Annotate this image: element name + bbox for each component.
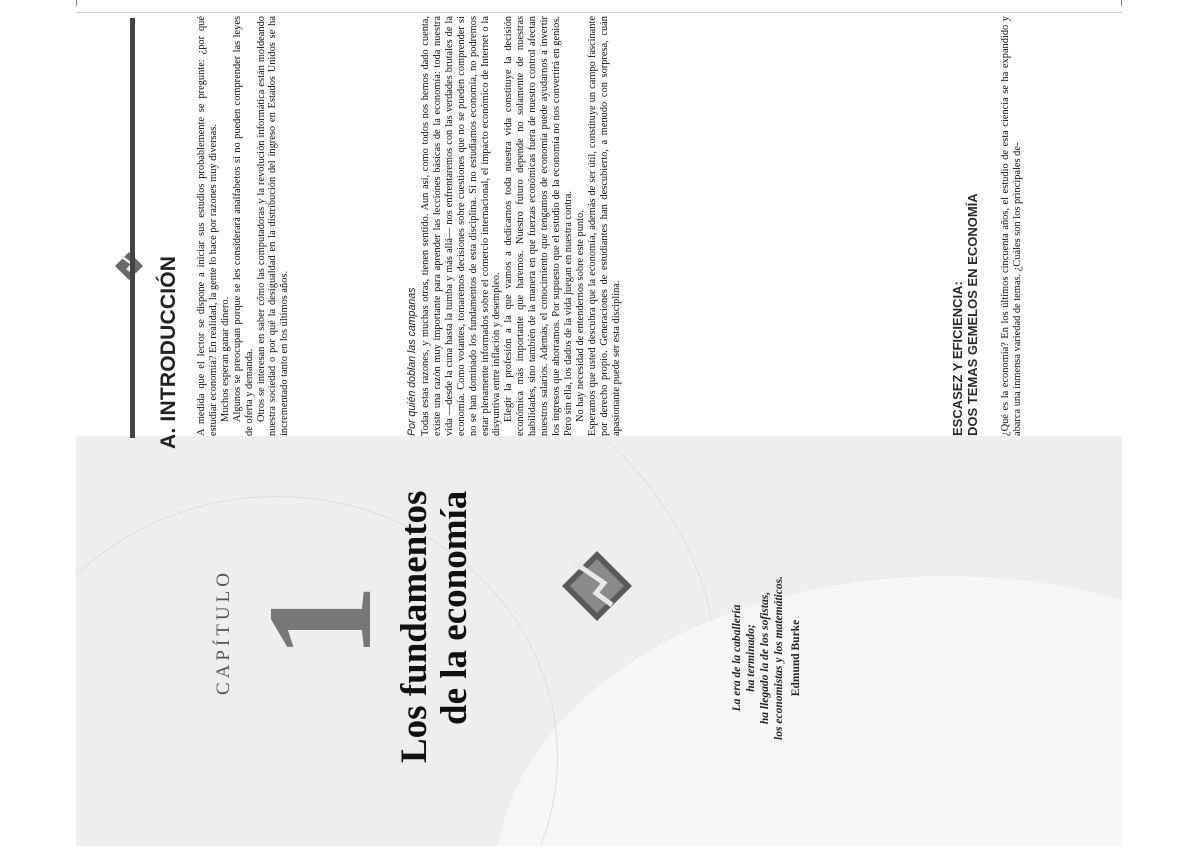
epigraph-line: ha llegado la de los sofistas, — [759, 591, 771, 725]
bells-text — [420, 16, 622, 436]
bells-paragraph: Elegir la profesión a la que vamos a dedicarnos toda nuestra vida constituye la decisión económica más importante que haremos. Nuestro futuro depende no solamente de nuestras habilidades, sino también de la manera en que fuerzas económicas fuera de nuestro control afectan nuestros salarios. Además, el conocimiento que tengamos de economía puede ayudarnos a invertir los ingresos que ahorramos. Por supuesto que el estudio de la economía no nos convertirá en genios. Pero sin ella, los dados de la vida juegan en nuestra contra. — [503, 16, 574, 436]
epigraph — [730, 553, 786, 763]
scarcity-heading-line1: ESCASEZ Y EFICIENCIA: — [950, 281, 965, 436]
bells-subheading: Por quién doblan las campanas — [406, 287, 418, 436]
intro-paragraph: Otros se interesan en saber cómo las computadoras y la revolución informática están moldeando nuestra sociedad o por qué la desigualdad en la distribución del ingreso en Estados Unidos se ha incrementado tanto en los últimos años. — [255, 16, 291, 436]
epigraph-line: los economistas y los matemáticos. — [773, 576, 785, 740]
bells-paragraph: No hay necesidad de entendernos sobre este punto. — [574, 210, 586, 422]
epigraph-line: ha terminado; — [745, 624, 757, 692]
bells-paragraph: Todas estas razones, y muchas otras, tienen sentido. Aun así, como todos nos hemos dado cuenta, existe una razón muy importante para aprender las lecciones básicas de la economía: toda nuestra vida —desde la cuna hasta la tumba y más allá— nos enfrentaremos con las verdades brutales de la economía. Como votantes, tomaremos decisiones sobre cuestiones que no se pueden comprender si no se han dominado los fundamentos de esta disciplina. Si no estudiamos economía, no podremos estar plenamente informados sobre el comercio internacional, el impacto económico de Internet o la disyuntiva entre inflación y desempleo. — [420, 16, 503, 436]
scarcity-paragraph: ¿Qué es la economía? En los últimos cincuenta años, el estudio de esta ciencia se ha expandido y abarca una inmensa variedad de temas. ¿Cuáles son los principales de- — [1000, 16, 1023, 436]
arrow-diamond-icon — [560, 549, 634, 623]
introduction-text — [196, 16, 291, 436]
epigraph-line: La era de la caballería — [731, 604, 743, 712]
chapter-number: 1 — [237, 584, 403, 659]
section-heading-rule — [130, 18, 135, 438]
section-a-heading: A. INTRODUCCIÓN — [157, 255, 180, 449]
bells-paragraph: Esperamos que usted descubra que la economía, además de ser útil, constituye un campo fascinante por derecho propio. Generaciones de estudiantes han descubierto, a menudo con sorpresa, cuán apasionante puede ser esta disciplina. — [586, 16, 622, 436]
intro-paragraph: Muchos esperan ganar dinero. — [219, 296, 231, 422]
intro-paragraph: A medida que el lector se dispone a iniciar sus estudios probablemente se pregunte: ¿por qué estudiar economía? En realidad, la gente lo hace por razones muy diversas. — [196, 16, 219, 436]
scarcity-heading — [950, 16, 980, 436]
chapter-label: CAPÍTULO — [213, 569, 234, 695]
chapter-title-line1: Los fundamentos — [394, 490, 435, 763]
intro-paragraph: Algunos se preocupan porque se les considerará analfabetos si no pueden comprender las leyes de oferta y demanda. — [231, 16, 255, 436]
small-arrow-diamond-icon — [114, 251, 144, 281]
scarcity-text — [1000, 16, 1024, 436]
epigraph-author: Edmund Burke — [790, 619, 802, 697]
chapter-title-line2: de la economía — [434, 490, 475, 725]
scarcity-heading-line2: DOS TEMAS GEMELOS EN ECONOMÍA — [965, 193, 980, 436]
